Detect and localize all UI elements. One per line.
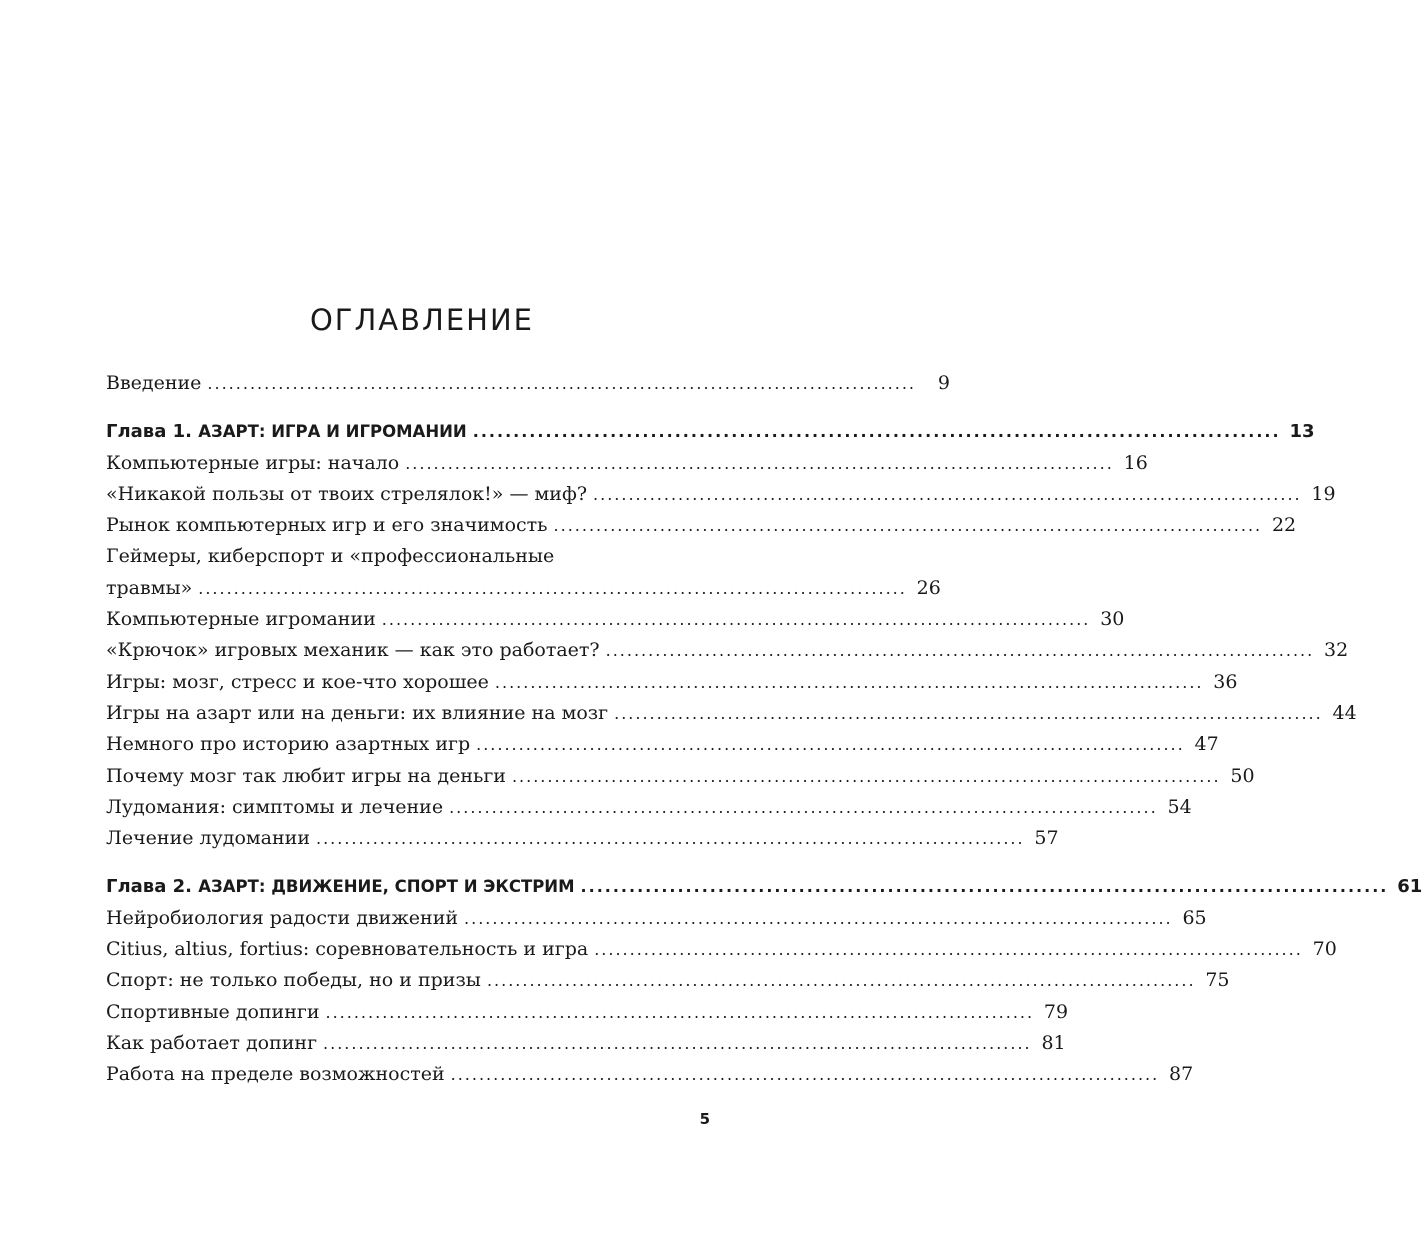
toc-entry-page: 26 xyxy=(916,576,941,599)
toc-entry[interactable] xyxy=(106,635,1349,666)
toc-entry-title-line2: травмы» xyxy=(106,576,193,599)
toc-entry-page: 65 xyxy=(1182,906,1207,929)
leader-dots: .................................................................................................... xyxy=(316,829,1025,849)
page-title: ОГЛАВЛЕНИЕ xyxy=(309,303,534,337)
leader-dots: .................................................................................................... xyxy=(476,735,1185,755)
toc-entry[interactable] xyxy=(106,604,1125,635)
toc-entry-title: «Крючок» игровых механик — как это работает? xyxy=(106,639,600,662)
toc-entry-page: 54 xyxy=(1167,795,1192,818)
leader-dots: .................................................................................................... xyxy=(593,484,1302,504)
toc-entry-page: 70 xyxy=(1312,938,1337,961)
toc-entry-title: «Никакой пользы от твоих стрелялок!» — миф? xyxy=(106,482,588,505)
toc-entry-page: 22 xyxy=(1271,514,1297,537)
toc-entry-intro[interactable] xyxy=(106,368,951,399)
toc-entry-title: Как работает допинг xyxy=(106,1031,318,1054)
leader-dots: .................................................................................................... xyxy=(449,797,1158,817)
chapter-caption: АЗАРТ: ДВИЖЕНИЕ, СПОРТ И ЭКСТРИМ xyxy=(198,877,575,897)
toc-entry-page: 19 xyxy=(1311,482,1336,505)
chapter-label: Глава 2. xyxy=(106,876,192,898)
toc-entry-page: 75 xyxy=(1205,969,1230,992)
toc-entry-title: Лечение лудомании xyxy=(106,827,310,850)
toc-entry-page: 47 xyxy=(1194,733,1219,756)
toc-entry[interactable] xyxy=(106,1028,1066,1059)
toc-entry[interactable] xyxy=(106,761,1255,792)
toc-chapter-1[interactable] xyxy=(106,416,1315,447)
toc-entry-page: 30 xyxy=(1100,608,1125,631)
toc-entry-title: Citius, altius, fortius: соревновательность и игра xyxy=(106,938,589,961)
toc-entry-title: Введение xyxy=(106,372,202,394)
toc-entry-title: Игры на азарт или на деньги: их влияние на мозг xyxy=(106,701,609,724)
toc-entry-page: 16 xyxy=(1123,451,1148,474)
leader-dots: .................................................................................................... xyxy=(494,672,1204,692)
leader-dots: .................................................................................................... xyxy=(605,641,1315,661)
toc-entry[interactable] xyxy=(106,698,1357,729)
leader-dots: .................................................................................................... xyxy=(381,610,1091,630)
toc-entry[interactable] xyxy=(106,903,1207,934)
leader-dots: .................................................................................................... xyxy=(323,1033,1032,1053)
toc-entry-title: Нейробиология радости движений xyxy=(106,906,459,929)
toc-entry[interactable] xyxy=(106,997,1069,1028)
page-number: 5 xyxy=(699,1110,710,1128)
toc-entry-page: 32 xyxy=(1324,639,1349,662)
toc-entry-title: Лудомания: симптомы и лечение xyxy=(106,795,444,818)
leader-dots: .................................................................................................... xyxy=(553,516,1263,536)
toc-entry-page: 36 xyxy=(1213,670,1238,693)
toc-entry-title: Работа на пределе возможностей xyxy=(106,1063,445,1086)
chapter-heading xyxy=(106,871,575,902)
toc-entry-page: 9 xyxy=(937,372,951,394)
toc-entry-title: Спортивные допинги xyxy=(106,1000,320,1023)
toc-entry[interactable] xyxy=(106,823,1059,854)
toc-entry-title: Почему мозг так любит игры на деньги xyxy=(106,764,506,787)
leader-dots: .................................................................................................... xyxy=(614,703,1323,723)
chapter-page: 61 xyxy=(1397,876,1422,898)
leader-dots: .................................................................................................... xyxy=(511,766,1221,786)
chapter-label: Глава 1. xyxy=(106,421,192,443)
toc-chapter-2[interactable] xyxy=(106,871,1422,902)
leader-dots: .................................................................................................... xyxy=(464,908,1173,928)
leader-dots: .................................................................................................... xyxy=(198,578,907,598)
leader-dots: .................................................................................................... xyxy=(325,1002,1035,1022)
toc-entry[interactable] xyxy=(106,448,1148,479)
toc-entry[interactable] xyxy=(106,965,1230,996)
toc-entry[interactable] xyxy=(106,667,1238,698)
toc-entry-title: Рынок компьютерных игр и его значимость xyxy=(106,514,548,537)
toc-entry[interactable] xyxy=(106,573,941,604)
toc-entry-title: Компьютерные игры: начало xyxy=(106,451,400,474)
toc-entry-page: 79 xyxy=(1043,1000,1069,1023)
toc-entry-title: Игры: мозг, стресс и кое-что хорошее xyxy=(106,670,489,693)
toc-entry-title: Компьютерные игромании xyxy=(106,608,376,631)
leader-dots: .................................................................................................... xyxy=(594,940,1303,960)
leader-dots: .................................................................................................... xyxy=(207,374,917,393)
toc-entry[interactable] xyxy=(106,934,1337,965)
toc-entry[interactable] xyxy=(106,510,1297,541)
toc-entry-title-line1[interactable]: Геймеры, киберспорт и «профессиональные xyxy=(106,545,555,568)
toc-entry-page: 50 xyxy=(1230,764,1255,787)
toc-entry[interactable] xyxy=(106,1059,1194,1090)
toc-entry-page: 81 xyxy=(1041,1031,1066,1054)
toc-entry-page: 44 xyxy=(1332,701,1357,724)
leader-dots: .................................................................................................... xyxy=(486,971,1196,991)
toc-entry-page: 87 xyxy=(1169,1063,1194,1086)
leader-dots: .................................................................................................... xyxy=(405,453,1114,473)
toc-entry[interactable] xyxy=(106,729,1219,760)
leader-dots: .................................................................................................... xyxy=(580,877,1389,897)
chapter-caption: АЗАРТ: ИГРА И ИГРОМАНИИ xyxy=(198,422,467,442)
toc-entry-page: 57 xyxy=(1034,827,1059,850)
chapter-page: 13 xyxy=(1289,421,1315,443)
toc-entry[interactable] xyxy=(106,792,1192,823)
toc-entry-title: Спорт: не только победы, но и призы xyxy=(106,969,481,992)
table-of-contents xyxy=(106,368,1422,1091)
toc-entry-title: Немного про историю азартных игр xyxy=(106,733,471,756)
chapter-heading xyxy=(106,416,467,447)
leader-dots: .................................................................................................... xyxy=(450,1065,1160,1085)
toc-entry[interactable] xyxy=(106,479,1336,510)
leader-dots: .................................................................................................... xyxy=(472,422,1281,442)
